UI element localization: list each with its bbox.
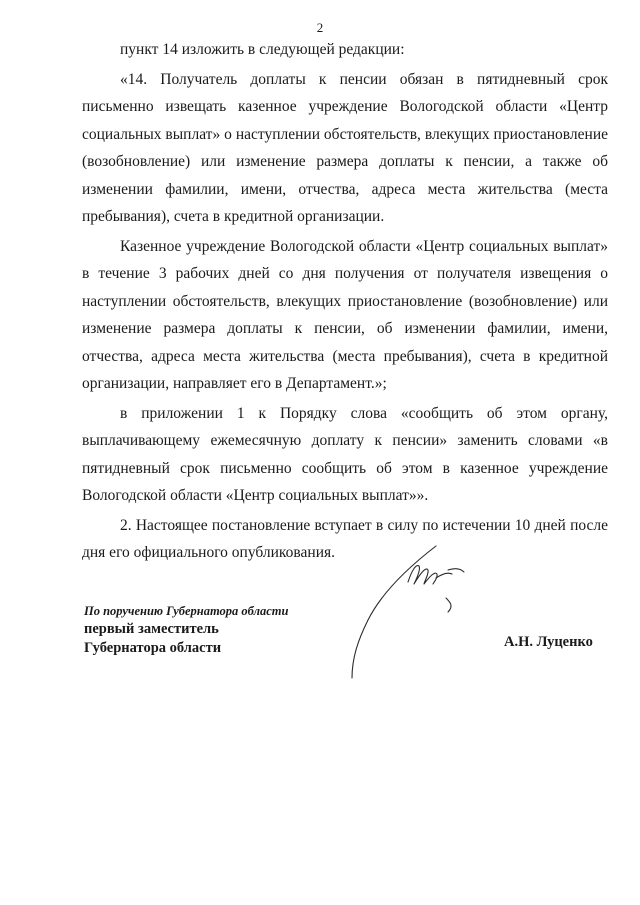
paragraph-2: «14. Получатель доплаты к пенсии обязан в пятидневный срок письменно извещать казенное учреждение Вологодской области «Центр социальных выплат» о наступлении обстоятельств, влекущих приостановление (возобновление) или изменение размера доплаты к пенсии, а также об изменении фамилии, имени, отчества, адреса места жительства (места пребывания), счета в кредитной организации.	[82, 70, 608, 225]
page-number: 2	[316, 20, 324, 35]
signature-block	[84, 602, 288, 658]
paragraph-1: пункт 14 изложить в следующей редакции:	[120, 41, 405, 58]
paragraph-3: Казенное учреждение Вологодской области «Центр социальных выплат» в течение 3 рабочих дней со дня получения от получателя извещения о наступлении обстоятельств, влекущих приостановление (возобновление) или изменение размера доплаты к пенсии, об изменении фамилии, имени, отчества, адреса места жительства (места пребывания), счета в кредитной организации, направляет его в Департамент.»;	[82, 237, 608, 392]
document-body	[82, 36, 608, 567]
signature-position-line: первый заместитель	[84, 621, 219, 637]
signature-title-line: Губернатора области	[84, 640, 222, 656]
paragraph-5: 2. Настоящее постановление вступает в силу по истечении 10 дней после дня его официального опубликования.	[82, 516, 608, 561]
signature-authority-line: По поручению Губернатора области	[84, 604, 289, 618]
handwritten-signature	[340, 540, 500, 685]
signatory-name: А.Н. Луценко	[504, 634, 593, 650]
paragraph-4: в приложении 1 к Порядку слова «сообщить об этом органу, выплачивающему ежемесячную доплату к пенсии» заменить словами «в пятидневный срок письменно сообщить об этом в казенное учреждение Вологодской области «Центр социальных выплат»».	[82, 404, 608, 504]
